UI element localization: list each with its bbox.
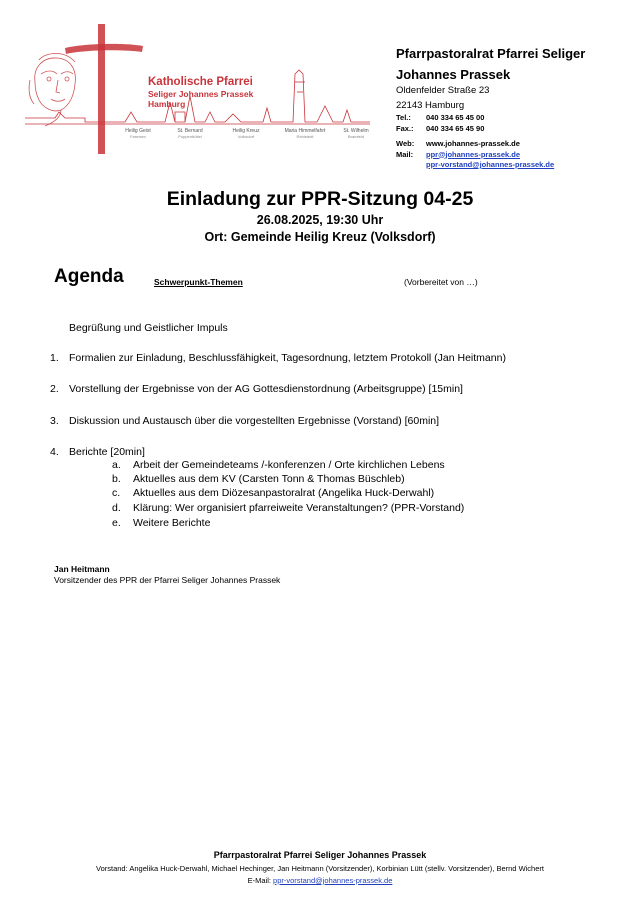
agenda-item-number: 3. <box>50 415 59 427</box>
parish-logo <box>25 22 370 157</box>
agenda-subitem-text: Aktuelles aus dem Diözesanpastoralrat (Angelika Huck-Derwahl) <box>133 487 435 499</box>
agenda-subitem-text: Weitere Berichte <box>133 517 211 529</box>
church-place: Poppenbüttel <box>178 134 202 139</box>
agenda-item-number: 4. <box>50 446 59 458</box>
fax-label: Fax.: <box>396 123 414 133</box>
church-label-st-wilhelm <box>331 128 381 140</box>
contact-tel <box>396 113 554 124</box>
agenda-subitem-text: Arbeit der Gemeindeteams /-konferenzen / Orte kirchlichen Lebens <box>133 459 445 471</box>
church-name: St. Bernard <box>177 128 203 134</box>
footer-email-link[interactable]: ppr-vorstand@johannes-prassek.de <box>273 876 393 885</box>
footer-org: Pfarrpastoralrat Pfarrei Seliger Johannes Prassek <box>213 850 427 860</box>
agenda-subitem-text: Aktuelles aus dem KV (Carsten Tonn & Thomas Büschleb) <box>133 473 405 485</box>
church-name: Heilig Kreuz <box>232 128 260 134</box>
church-name: Heilig Geist <box>125 128 151 134</box>
agenda-item-text: Berichte [20min] <box>69 446 145 458</box>
agenda-heading: Agenda <box>54 266 124 287</box>
footer-email-label: E-Mail: <box>247 876 274 885</box>
meeting-location: Ort: Gemeinde Heilig Kreuz (Volksdorf) <box>204 230 436 244</box>
page-title: Einladung zur PPR-Sitzung 04-25 <box>166 188 474 210</box>
logo-line-1: Katholische Pfarrei <box>148 76 253 88</box>
agenda-subitem-letter: b. <box>112 473 121 485</box>
agenda-item-text: Vorstellung der Ergebnisse von der AG Gottesdienstordnung (Arbeitsgruppe) [15min] <box>69 383 463 395</box>
footer-email-line <box>0 876 640 885</box>
church-place: Farmsen <box>130 134 146 139</box>
fax-value: 040 334 65 45 90 <box>426 123 485 133</box>
church-name: Maria Himmelfahrt <box>284 128 326 134</box>
agenda-subitem-letter: a. <box>112 459 121 471</box>
logo-line-2: Seliger Johannes Prassek <box>148 89 254 99</box>
mail-link-ppr[interactable]: ppr@johannes-prassek.de <box>426 149 521 159</box>
logo-wordmark <box>148 76 253 109</box>
church-label-maria-himmelfahrt <box>280 128 330 140</box>
tel-value: 040 334 65 45 00 <box>426 113 485 122</box>
agenda-subitem-letter: e. <box>112 517 121 529</box>
mail-label: Mail: <box>396 149 414 159</box>
church-label-heilig-geist <box>113 128 163 140</box>
church-place: Rahlstedt <box>296 134 314 139</box>
agenda-item-text: Diskussion und Austausch über die vorgestellten Ergebnisse (Vorstand) [60min] <box>69 415 440 427</box>
focus-topics-label: Schwerpunkt-Themen <box>154 277 243 287</box>
church-place: Bramfeld <box>347 134 364 139</box>
church-name: St. Wilhelm <box>343 128 369 134</box>
mail-link-vorstand[interactable]: ppr-vorstand@johannes-prassek.de <box>426 160 555 169</box>
agenda-item-text: Formalien zur Einladung, Beschlussfähigkeit, Tagesordnung, letztem Protokoll (Jan Heitmann) <box>69 352 506 364</box>
footer-board: Vorstand: Angelika Huck-Derwahl, Michael Hechinger, Jan Heitmann (Vorsitzender), Korbinian Lütt (stellv. Vorsitzender), Bernd Wichert <box>96 864 544 873</box>
church-place: Volksdorf <box>237 134 255 139</box>
tel-label: Tel.: <box>396 113 411 122</box>
web-label: Web: <box>396 139 415 148</box>
prepared-by-label: (Vorbereitet von …) <box>404 277 478 287</box>
meeting-date: 26.08.2025, 19:30 Uhr <box>256 213 384 227</box>
org-name-line-2: Johannes Prassek <box>396 67 511 82</box>
agenda-intro: Begrüßung und Geistlicher Impuls <box>69 322 228 334</box>
address-street: Oldenfelder Straße 23 <box>396 85 490 96</box>
logo-line-3: Hamburg <box>148 99 186 109</box>
church-label-st-bernard <box>165 128 215 140</box>
signature-name: Jan Heitmann <box>54 564 110 574</box>
agenda-subitem-text: Klärung: Wer organisiert pfarreiweite Veranstaltungen? (PPR-Vorstand) <box>133 502 465 514</box>
web-link[interactable]: www.johannes-prassek.de <box>426 139 520 148</box>
agenda-subitem-letter: d. <box>112 502 121 514</box>
contact-fax <box>396 124 554 135</box>
agenda-item-number: 1. <box>50 352 59 364</box>
contact-block <box>396 113 554 171</box>
org-name-line-1: Pfarrpastoralrat Pfarrei Seliger <box>396 46 586 61</box>
agenda-item-number: 2. <box>50 383 59 395</box>
contact-mail <box>396 150 554 161</box>
agenda-subitem-letter: c. <box>112 487 121 499</box>
signature-role: Vorsitzender des PPR der Pfarrei Seliger Johannes Prassek <box>54 575 281 585</box>
contact-web <box>396 139 554 150</box>
address-city: 22143 Hamburg <box>396 100 465 111</box>
church-label-heilig-kreuz <box>221 128 271 140</box>
contact-mail-2 <box>396 160 554 171</box>
org-name <box>396 43 636 85</box>
